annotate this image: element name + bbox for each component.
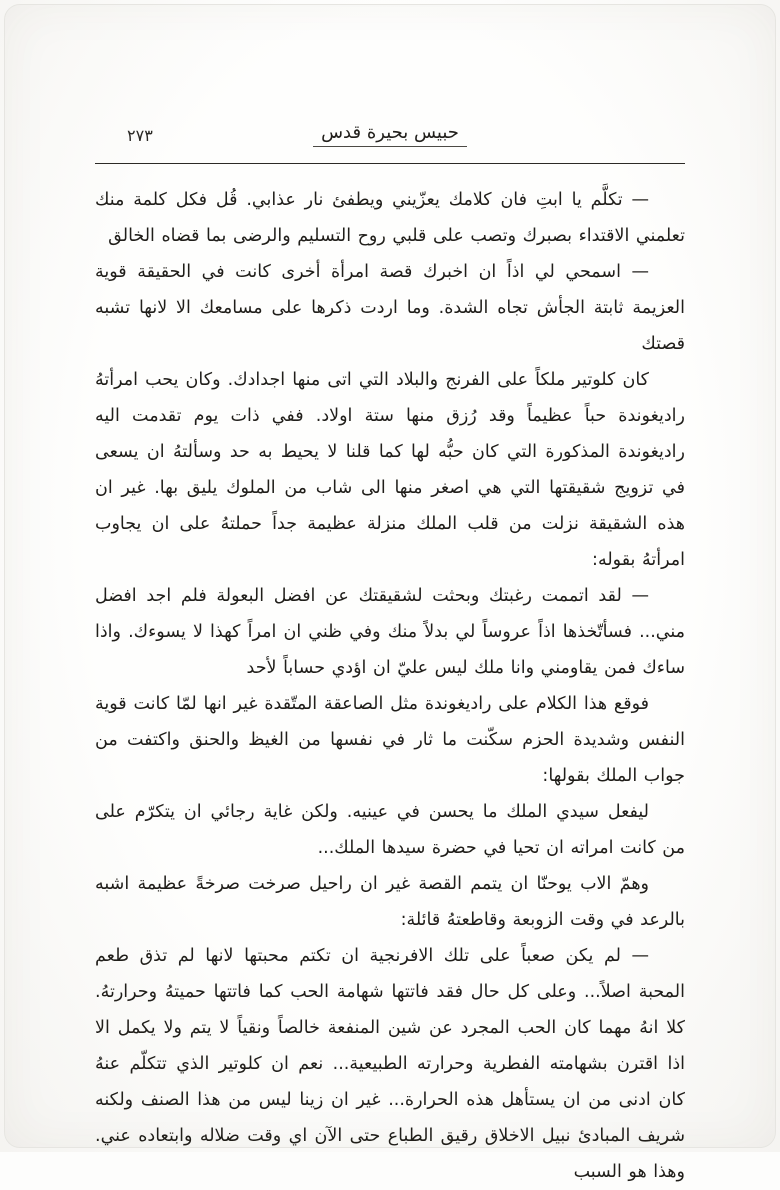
page-number: ٢٧٣ [127, 126, 153, 145]
page-header [95, 122, 685, 156]
text-block [95, 182, 685, 1190]
paragraph: — تكلَّم يا ابتِ فان كلامك يعزّيني ويطفئ نار عذابي. قُل فكل كلمة منك تعلمني الاقتداء بصبرك وتصب على قلبي روح التسليم والرضى بما قضاه الخالق [95, 190, 685, 246]
paragraph: فوقع هذا الكلام على راديغوندة مثل الصاعقة المتّقدة غير انها لمّا كانت قوية النفس وشديدة الحزم سكّنت ما ثار في نفسها من الغيظ والحنق واكتفت من جواب الملك بقولها: [95, 694, 685, 786]
header-rule [95, 163, 685, 164]
paragraph: — اسمحي لي اذاً ان اخبرك قصة امرأة أخرى كانت في الحقيقة قوية العزيمة ثابتة الجأش تجاه الشدة. وما اردت ذكرها على مسامعك الا لانها تشبه قصتك [95, 262, 685, 354]
page-title: حبيس بحيرة قدس [313, 122, 467, 147]
paragraph: ليفعل سيدي الملك ما يحسن في عينيه. ولكن غاية رجائي ان يتكرّم على من كانت امراته ان تحيا في حضرة سيدها الملك... [95, 802, 685, 858]
paragraph: — لقد اتممت رغبتك وبحثت لشقيقتك عن افضل البعولة فلم اجد افضل مني... فسأتّخذها اذاً عروساً لي بدلاً منك وفي ظني ان امراً كهذا لا يسوءك. واذا ساءك فمن يقاومني وانا ملك ليس عليّ ان اؤدي حساباً لأحد [95, 586, 685, 678]
paragraph: كان كلوتير ملكاً على الفرنج والبلاد التي اتى منها اجدادك. وكان يحب امرأتهُ راديغوندة حباً عظيماً وقد رُزق منها ستة اولاد. ففي ذات يوم تقدمت اليه راديغوندة المذكورة التي كان حبُّه لها كما قلنا لا يحيط به حد وسألتهُ ان يسعى في تزويج شقيقتها التي هي اصغر منها الى شاب من الملوك يليق بها. غير ان هذه الشقيقة نزلت من قلب الملك منزلة عظيمة جداً حملتهُ على ان يجاوب امرأتهُ بقوله: [95, 370, 685, 570]
paragraph: — لم يكن صعباً على تلك الافرنجية ان تكتم محبتها لانها لم تذق طعم المحبة اصلاً... وعلى كل حال فقد فاتتها شهامة الحب كما فاتتها حميتهُ وحرارتهُ. كلا انهُ مهما كان الحب المجرد عن شين المنفعة خالصاً ونقياً لا يتم ولا يكمل الا اذا اقترن بشهامته الفطرية وحرارته الطبيعية... نعم ان كلوتير الذي تتكلّم عنهُ كان ادنى من ان يستأهل هذه الحرارة... غير ان زينا ليس من هذا الصنف ولكنه شريف المبادئ نبيل الاخلاق رقيق الطباع حتى الآن اي وقت ضلاله وابتعاده عني. وهذا هو السبب [95, 946, 685, 1182]
paragraph: وهمّ الاب يوحنّا ان يتمم القصة غير ان راحيل صرخت صرخةً عظيمة اشبه بالرعد في وقت الزوبعة وقاطعتهُ قائلة: [95, 874, 685, 930]
